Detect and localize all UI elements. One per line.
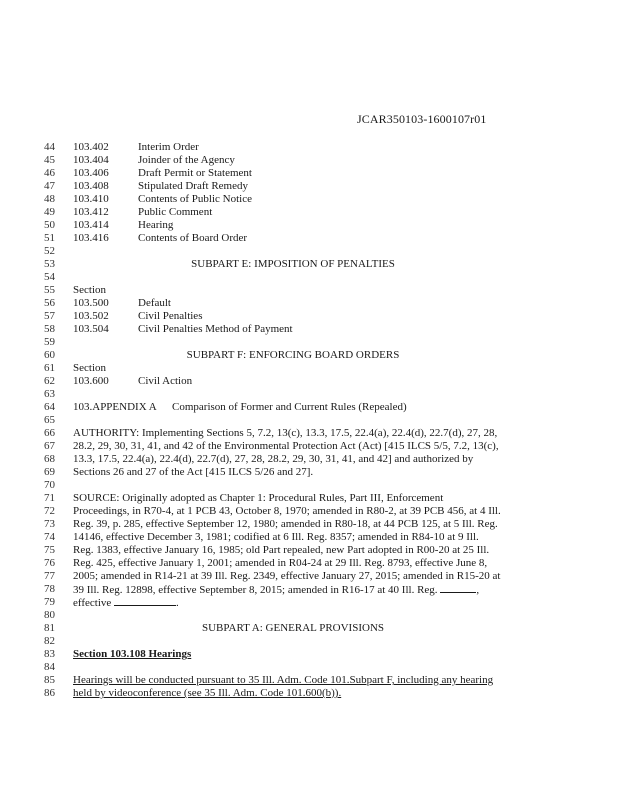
line-number: 61 <box>44 362 55 374</box>
source-text: Reg. 425, effective January 1, 2001; amended in R04-24 at 29 Ill. Reg. 8793, effective June 8, <box>73 557 488 569</box>
source-text: Reg. 1383, effective January 16, 1985; old Part repealed, new Part adopted in R00-20 at 25 Ill. <box>73 544 490 556</box>
line-number: 78 <box>44 583 55 595</box>
section-number: 103.410 <box>73 193 109 205</box>
section-heading: Section 103.108 Hearings <box>73 648 192 660</box>
line-number: 71 <box>44 492 55 504</box>
line-number: 64 <box>44 401 55 413</box>
punctuation: . <box>176 597 179 609</box>
line-number: 48 <box>44 193 55 205</box>
line-number: 56 <box>44 297 55 309</box>
section-title: Civil Penalties Method of Payment <box>138 323 293 335</box>
section-title: Interim Order <box>138 141 199 153</box>
source-text: Reg. 39, p. 285, effective September 12, 1980; amended in R80-18, at 44 PCB 125, at 5 Ill. Reg. <box>73 518 498 530</box>
section-title: Contents of Board Order <box>138 232 248 244</box>
section-number: 103.414 <box>73 219 109 231</box>
line-number: 79 <box>44 596 55 608</box>
section-title: Contents of Public Notice <box>138 193 252 205</box>
line-number: 66 <box>44 427 55 439</box>
authority-text: 13.3, 17.5, 22.4(a), 22.4(d), 22.7(d), 27, 28, 28.2, 29, 30, 31, 41, and 42] and authorized by <box>73 453 474 465</box>
line-number: 76 <box>44 557 55 569</box>
section-title: Civil Action <box>138 375 193 387</box>
subpart-f-heading: SUBPART F: ENFORCING BOARD ORDERS <box>186 349 400 361</box>
body-text: Hearings will be conducted pursuant to 35 Ill. Adm. Code 101.Subpart F, including any hearing <box>73 674 494 686</box>
line-number: 54 <box>44 271 55 283</box>
section-number: 103.412 <box>73 206 109 218</box>
line-number: 85 <box>44 674 55 686</box>
section-title: Stipulated Draft Remedy <box>138 180 248 192</box>
source-text-with-blank <box>73 596 179 610</box>
authority-text: 28.2, 29, 30, 31, 41, and 42 of the Environmental Protection Act (Act) [415 ILCS 5/5, 7.2, 13(c), <box>73 440 499 452</box>
line-number: 82 <box>44 635 55 647</box>
line-number: 67 <box>44 440 55 452</box>
line-number: 74 <box>44 531 55 543</box>
section-number: 103.402 <box>73 141 109 153</box>
blank-fill-line <box>440 583 476 593</box>
line-number: 57 <box>44 310 55 322</box>
line-number: 44 <box>44 141 55 153</box>
source-text: Proceedings, in R70-4, at 1 PCB 43, October 8, 1970; amended in R80-2, at 39 PCB 456, at 4 Ill. <box>73 505 501 517</box>
line-number: 50 <box>44 219 55 231</box>
punctuation: , <box>476 584 480 596</box>
subpart-e-heading: SUBPART E: IMPOSITION OF PENALTIES <box>191 258 395 270</box>
section-number: 103.504 <box>73 323 109 335</box>
line-number: 75 <box>44 544 55 556</box>
section-title: Default <box>138 297 171 309</box>
line-number: 86 <box>44 687 55 699</box>
source-text: 14146, effective December 3, 1981; codified at 6 Ill. Reg. 8357; amended in R84-10 at 9 Ill. <box>73 531 479 543</box>
document-id: JCAR350103-1600107r01 <box>357 112 487 126</box>
body-text: held by videoconference (see 35 Ill. Adm. Code 101.600(b)). <box>73 687 342 699</box>
line-number: 62 <box>44 375 55 387</box>
blank-fill-line <box>114 596 176 606</box>
authority-text: AUTHORITY: Implementing Sections 5, 7.2, 13(c), 13.3, 17.5, 22.4(a), 22.4(d), 22.7(d), 27, 28, <box>73 427 498 439</box>
subpart-a-heading: SUBPART A: GENERAL PROVISIONS <box>202 622 384 634</box>
appendix-label: 103.APPENDIX A <box>73 401 157 413</box>
line-number: 49 <box>44 206 55 218</box>
section-title: Joinder of the Agency <box>138 154 235 166</box>
source-text: effective <box>73 597 112 609</box>
authority-text: Sections 26 and 27 of the Act [415 ILCS 5/26 and 27]. <box>73 466 314 478</box>
section-number: 103.416 <box>73 232 109 244</box>
line-number: 46 <box>44 167 55 179</box>
line-number: 81 <box>44 622 55 634</box>
section-number: 103.502 <box>73 310 109 322</box>
section-title: Public Comment <box>138 206 213 218</box>
line-number: 70 <box>44 479 55 491</box>
line-number: 65 <box>44 414 55 426</box>
line-number: 60 <box>44 349 55 361</box>
section-title: Hearing <box>138 219 174 231</box>
line-number: 51 <box>44 232 55 244</box>
line-number: 53 <box>44 258 55 270</box>
section-number: 103.404 <box>73 154 109 166</box>
section-number: 103.500 <box>73 297 109 309</box>
line-number: 69 <box>44 466 55 478</box>
line-number: 80 <box>44 609 55 621</box>
line-number: 47 <box>44 180 55 192</box>
line-number: 55 <box>44 284 55 296</box>
line-number: 68 <box>44 453 55 465</box>
line-number: 58 <box>44 323 55 335</box>
line-number: 83 <box>44 648 55 660</box>
appendix-title: Comparison of Former and Current Rules (Repealed) <box>172 401 407 413</box>
section-number: 103.406 <box>73 167 109 179</box>
source-text: 2005; amended in R14-21 at 39 Ill. Reg. 2349, effective January 27, 2015; amended in R15-20 at <box>73 570 501 582</box>
line-number: 72 <box>44 505 55 517</box>
section-label: Section <box>73 362 106 374</box>
line-number: 45 <box>44 154 55 166</box>
section-title: Civil Penalties <box>138 310 203 322</box>
source-text: SOURCE: Originally adopted as Chapter 1: Procedural Rules, Part III, Enforcement <box>73 492 444 504</box>
line-number: 52 <box>44 245 55 257</box>
section-number: 103.600 <box>73 375 109 387</box>
line-number: 84 <box>44 661 55 673</box>
line-number: 73 <box>44 518 55 530</box>
section-label: Section <box>73 284 106 296</box>
line-number: 63 <box>44 388 55 400</box>
source-text: 39 Ill. Reg. 12898, effective September 8, 2015; amended in R16-17 at 40 Ill. Reg. <box>73 584 438 596</box>
section-title: Draft Permit or Statement <box>138 167 252 179</box>
line-number: 59 <box>44 336 55 348</box>
line-number: 77 <box>44 570 55 582</box>
source-text-with-blank <box>73 583 479 597</box>
section-number: 103.408 <box>73 180 109 192</box>
